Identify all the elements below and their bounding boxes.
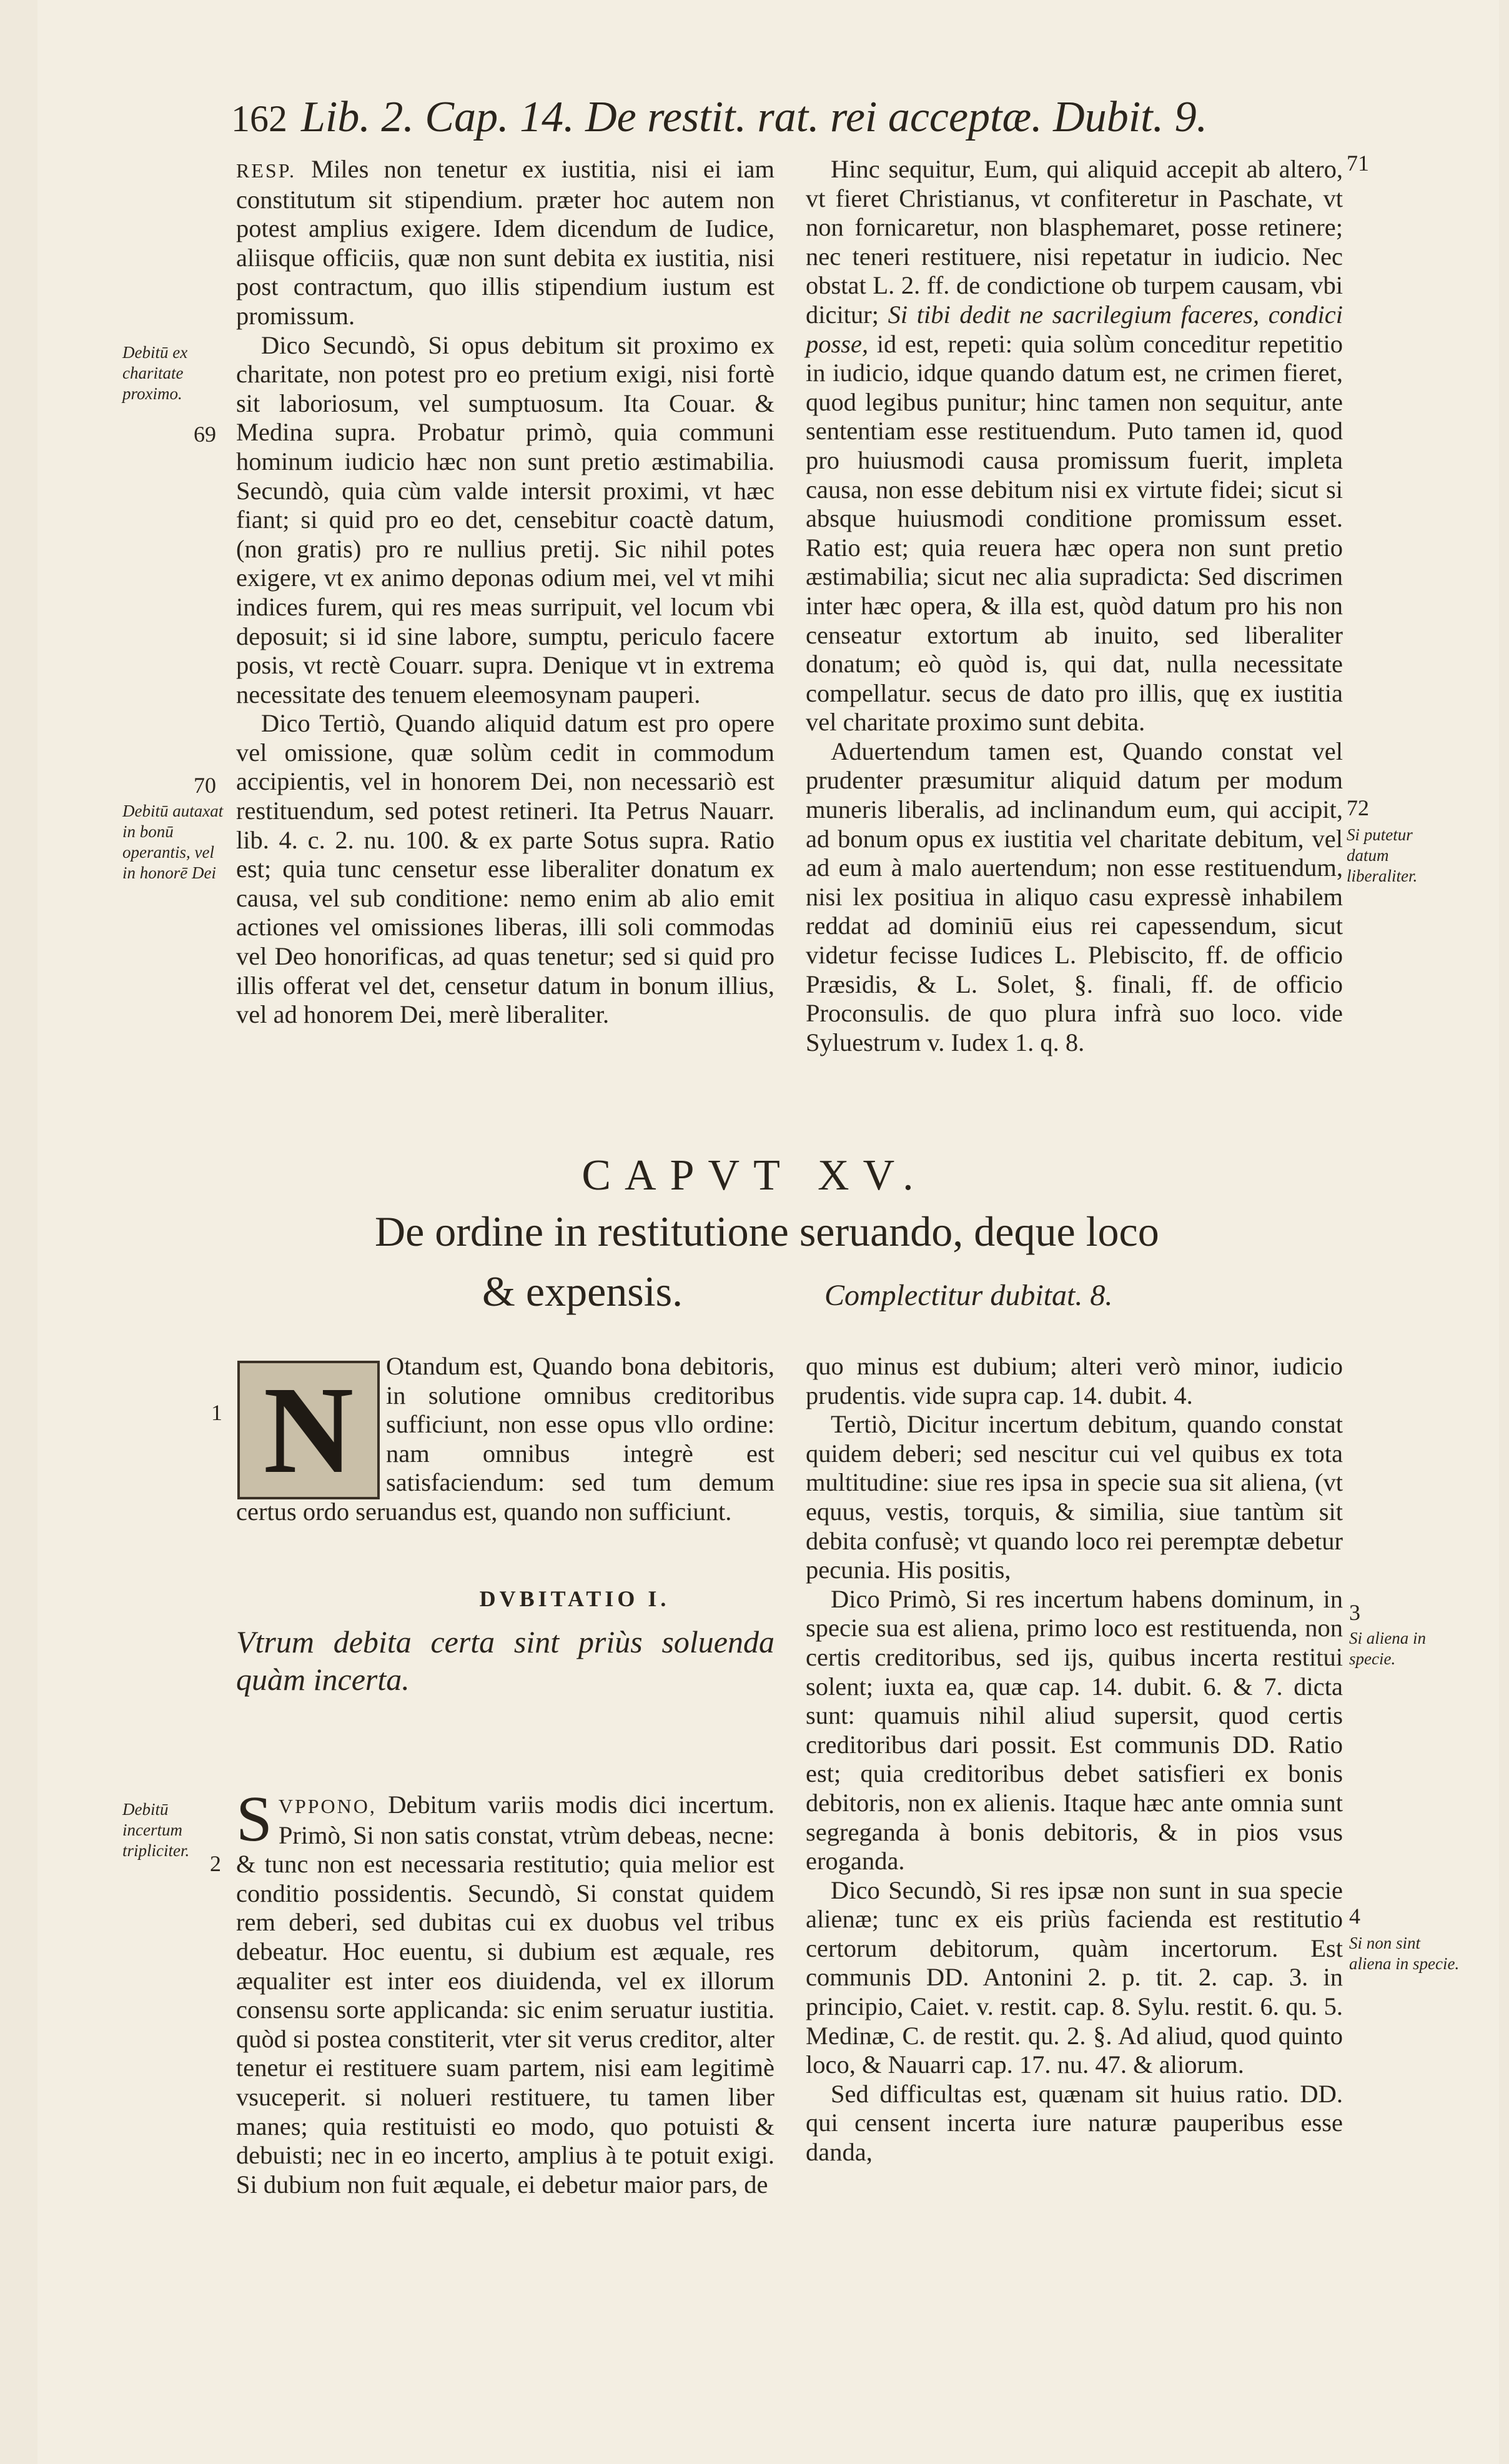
chapter-summary: Complectitur dubitat. 8. xyxy=(824,1279,1113,1312)
margin-number: 70 xyxy=(194,773,216,798)
paragraph: Dico Tertiò, Quando aliquid datum est pro opere vel omissione, quæ solùm cedit in commodum accipientis, vel in honorem Dei, non necessariò est restituendum, sed potest retineri. Ita Petrus Nauarr. lib. 4. c. 2. nu. 100. & ex parte Sotus supra. Ratio est; quia tunc censetur esse liberaliter donatum ex causa, vel sub conditione: nemo enim ab alio emit actiones vel omissiones liberas, illi soli commodas vel Deo honorificas, ad quas tenetur; sed si quid pro illis offerat vel det, censetur datum in bonum illius, vel ad honorem Dei, merè liberaliter. xyxy=(236,709,774,1029)
margin-note: Si non sint aliena in specie. xyxy=(1349,1934,1460,1973)
paragraph: Otandum est, Quando bona debitoris, in solutione omnibus creditoribus sufficiunt, non esse opus vllo ordine: nam omnibus integrè est satisfaciendum: sed tum demum certus ordo seruandus est, quando non sufficiunt. xyxy=(236,1352,774,1526)
chapter-subtitle: & expensis. xyxy=(482,1268,683,1315)
decorated-initial: N xyxy=(237,1361,380,1499)
page-number: 162 xyxy=(231,98,287,139)
running-title: Lib. 2. Cap. 14. De restit. rat. rei acceptæ. Dubit. 9. xyxy=(301,93,1208,141)
paragraph: Aduertendum tamen est, Quando constat vel prudenter præsumitur aliquid datum per modum muneris liberalis, ad inclinandum eum, qui accipit, ad bonum opus ex iustitia vel charitate debitum, vel ad eum à malo auertendum; non esse restituendum, nisi lex positiua in aliquo casu expressè inhabilem reddat ad dominiū eius rei capessendum, sicut videtur fecisse Iudices L. Plebiscito, ff. de officio Præsidis, & L. Solet, §. finali, ff. de officio Proconsulis. de quo plura infrà suo loco. vide Syluestrum v. Iudex 1. q. 8. xyxy=(806,737,1343,1056)
margin-note: Debitū autaxat in bonū operantis, vel in honorē Dei xyxy=(122,802,224,882)
margin-note: Si aliena in specie. xyxy=(1349,1629,1426,1668)
left-column-top xyxy=(236,155,774,1030)
dubitatio-title: DVBITATIO I. xyxy=(479,1586,670,1611)
margin-number: 72 xyxy=(1347,795,1369,820)
dubitatio-question: Vtrum debita certa sint priùs soluenda quàm incerta. xyxy=(236,1624,774,1697)
paragraph: Dico Primò, Si res incertum habens dominum, in specie sua est aliena, primo loco est restituenda, non certis creditoribus, sed ijs, quibus incerta restitui solent; iuxta ea, quæ cap. 14. dubit. 6. & 7. dicta sunt: quamuis nihil aliud supersit, quod certis creditoribus dari possit. Est communis DD. Ratio est; quia creditoribus debet satisfieri ex bonis debitoris, non ex alienis. Itaque hæc ante omnia sunt segreganda à bonis debitoris, & in pios vsus eroganda. xyxy=(806,1584,1343,1875)
running-header xyxy=(231,92,1280,142)
margin-note: Debitū incertum tripliciter. xyxy=(122,1800,190,1860)
paragraph: Hinc sequitur, Eum, qui aliquid accepit ab altero, vt fieret Christianus, vt confiteretur in Paschate, vt non fornicaretur, non blasphemaret, posse retinere; nec teneri restituere, nisi repetatur in iudicio. Nec obstat L. 2. ff. de condictione ob turpem causam, vbi dicitur; xyxy=(806,155,1343,329)
legal-quote: Si tibi dedit ne sacrilegium faceres, condici posse, xyxy=(806,300,1343,358)
paragraph: Miles non tenetur ex iustitia, nisi ei iam constitutum sit stipendium. præter hoc autem non potest amplius exigere. Idem dicendum de Iudice, aliisque officiis, quæ non sunt debita ex iustitia, nisi post contractum, quo illis stipendium iustum est promissum. xyxy=(236,155,774,330)
margin-number: 1 xyxy=(211,1400,222,1425)
left-column-bottom xyxy=(236,1783,775,2199)
margin-number: 71 xyxy=(1347,151,1369,176)
right-column-bottom xyxy=(806,1352,1343,2167)
paragraph: Debitum variis modis dici incertum. Primò, Si non satis constat, vtrùm debeas, necne: & tunc non est necessaria restitutio; quia melior est conditio possidentis. Secundò, Si constat quidem rem deberi, sed dubitas cui ex duobus vel tribus debeatur. Hoc euentu, si dubium est æquale, res æqualiter est inter eos diuidenda, vel ex illorum consensu sorte applicanda: sic enim seruatur iustitia. quòd si postea constiterit, vter sit verus creditor, alter tenetur ei restituere suam partem, nisi eam legitimè vsuceperit. si nolueri restituere, tu tamen liber manes; quia restituisti eo modo, quo potuisti & debuisti; nec in eo incerto, amplius à te potuit exigi. Si dubium non fuit æquale, ei debetur maior pars, de xyxy=(236,1791,775,2198)
margin-number: 3 xyxy=(1349,1600,1360,1625)
margin-number: 2 xyxy=(210,1851,221,1876)
margin-number: 4 xyxy=(1349,1904,1360,1929)
paragraph: Tertiò, Dicitur incertum debitum, quando constat quidem deberi; sed nescitur cui vel quibus ex tota multitudine: siue res ipsa in specie sua sit aliena, (vt equus, vestis, torquis, & similia, siue tantùm sit debita confusè; vt quando loco rei peremptæ debetur pecunia. His positis, xyxy=(806,1410,1343,1584)
chapter-subtitle: De ordine in restitutione seruando, deque loco xyxy=(375,1208,1159,1255)
paragraph: Dico Secundò, Si opus debitum sit proximo ex charitate, non potest pro eo pretium exigi, nisi fortè sit laboriosum, vel sumptuosum. Ita Couar. & Medina supra. Probatur primò, quia communi hominum iudicio hæc non sunt pretio æstimabilia. Secundò, quia cùm valde intersit proximi, vt hæc fiant; si quid pro eo det, censebitur coactè datum, (non gratis) pro re nullius pretij. Sic nihil potes exigere, vt ex animo deponas odium mei, vel vt mihi indices furem, qui res meas surripuit, vel locum vbi deposuit; si id sine labore, sumptu, periculo facere posis, vt rectè Couarr. supra. Denique vt in extrema necessitate des tenuem eleemosynam pauperi. xyxy=(236,330,774,708)
suppono-lead: VPPONO, xyxy=(278,1795,377,1817)
resp-lead: RESP. xyxy=(236,159,296,182)
margin-note: Debitū ex charitate proximo. xyxy=(122,343,188,403)
paragraph: id est, repeti: quia solùm conceditur repetitio in iudicio, idque quando datum est, ne crimen fieret, quod legibus punitur; hinc tamen non sequitur, ante sententiam esse restituendum. Puto tamen id, quod pro huiusmodi causa promissum fuerit, impleta causa, non esse debitum nisi ex virtute fidei; sicut si absque huiusmodi conditione promissum esset. Ratio est; quia reuera hæc opera non sunt pretio æstimabilia; sicut nec alia supradicta: Sed discrimen inter hæc opera, & illa est, quòd datum pro his non censeatur extortum ab inuito, sed liberaliter donatum; eò quòd is, qui dat, nulla necessitate compellatur. secus de dato pro illis, quę ex iustitia vel charitate proximo sunt debita. xyxy=(806,329,1343,737)
left-intro xyxy=(236,1352,774,1527)
paragraph: quo minus est dubium; alteri verò minor, iudicio prudentis. vide supra cap. 14. dubit. 4. xyxy=(806,1352,1343,1409)
right-column-top xyxy=(806,155,1343,1057)
initial-letter: S xyxy=(236,1783,272,1855)
paragraph: Dico Secundò, Si res ipsæ non sunt in sua specie alienæ; tunc ex eis priùs facienda est restitutio certorum debitorum, quàm incertorum. Est communis DD. Antonini 2. p. tit. 2. cap. 3. in principio, Caiet. v. restit. cap. 8. Sylu. restit. 6. qu. 5. Medinæ, C. de restit. qu. 2. §. Ad aliud, quod quinto loco, & Nauarri cap. 17. nu. 47. & aliorum. xyxy=(806,1875,1343,2079)
chapter-title: CAPVT XV. xyxy=(581,1151,928,1200)
margin-number: 69 xyxy=(194,422,216,447)
margin-note: Si putetur datum liberaliter. xyxy=(1347,825,1418,885)
paragraph: Sed difficultas est, quænam sit huius ratio. DD. qui censent incerta iure naturæ pauperibus esse danda, xyxy=(806,2079,1343,2167)
